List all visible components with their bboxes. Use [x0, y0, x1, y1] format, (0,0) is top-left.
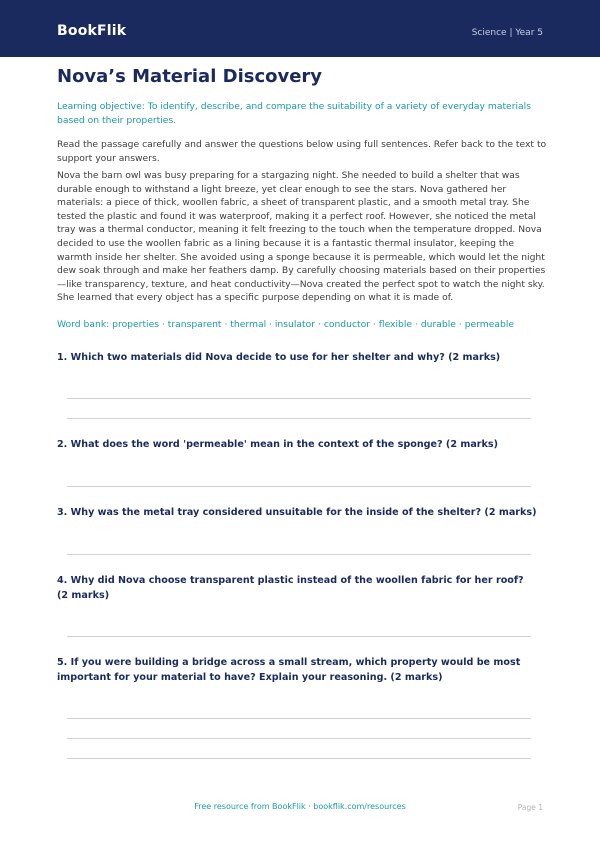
- page-title: Nova’s Material Discovery: [57, 66, 323, 87]
- answer-line[interactable]: [67, 718, 531, 719]
- question-2: 2. What does the word 'permeable' mean in the context of the sponge? (2 marks): [57, 439, 499, 450]
- question-4: 4. Why did Nova choose transparent plastic instead of the woollen fabric for her roof? (2 marks): [57, 575, 524, 601]
- footer-text[interactable]: Free resource from BookFlik · bookflik.com/resources: [194, 802, 406, 811]
- answer-line[interactable]: [67, 636, 531, 637]
- instructions: Read the passage carefully and answer the questions below using full sentences. Refer back to the text to support your answers.: [57, 139, 547, 164]
- question-1: 1. Which two materials did Nova decide to use for her shelter and why? (2 marks): [57, 352, 501, 363]
- reading-passage: Nova the barn owl was busy preparing for a stargazing night. She needed to build a shelter that was durable enough to withstand a light breeze, yet clear enough to see the stars. Nova gathered her materials: a piece of thick, woollen fabric, a sheet of transparent plastic, and a smooth metal tray. She tested the plastic and found it was waterproof, making it a perfect roof. However, she noticed the metal tray was a thermal conductor, meaning it felt freezing to the touch when the temperature dropped. Nova decided to use the woollen fabric as a lining because it is a fantastic thermal insulator, keeping the warmth inside her shelter. She avoided using a sponge because it is permeable, which would let the night dew soak through and make her feathers damp. By carefully choosing materials based on their properties—like transparency, texture, and heat conductivity—Nova created the perfect spot to watch the night sky. She learned that every object has a specific purpose depending on what it is made of.: [57, 170, 546, 304]
- answer-line[interactable]: [67, 738, 531, 739]
- answer-line[interactable]: [67, 398, 531, 399]
- brand-logo: BookFlik: [57, 23, 127, 39]
- answer-line[interactable]: [67, 554, 531, 555]
- header-bar: [0, 0, 600, 57]
- question-3: 3. Why was the metal tray considered unsuitable for the inside of the shelter? (2 marks): [57, 507, 537, 518]
- learning-objective: Learning objective: To identify, describe, and compare the suitability of a variety of everyday materials based on their properties.: [57, 101, 532, 126]
- answer-line[interactable]: [67, 758, 531, 759]
- question-5: 5. If you were building a bridge across a small stream, which property would be most important for your material to have? Explain your reasoning. (2 marks): [57, 657, 521, 683]
- subject-year-label: Science | Year 5: [471, 28, 543, 38]
- answer-line[interactable]: [67, 486, 531, 487]
- answer-line[interactable]: [67, 418, 531, 419]
- word-bank: Word bank: properties · transparent · thermal · insulator · conductor · flexible · durable · permeable: [57, 319, 515, 330]
- page-number: Page 1: [517, 803, 543, 812]
